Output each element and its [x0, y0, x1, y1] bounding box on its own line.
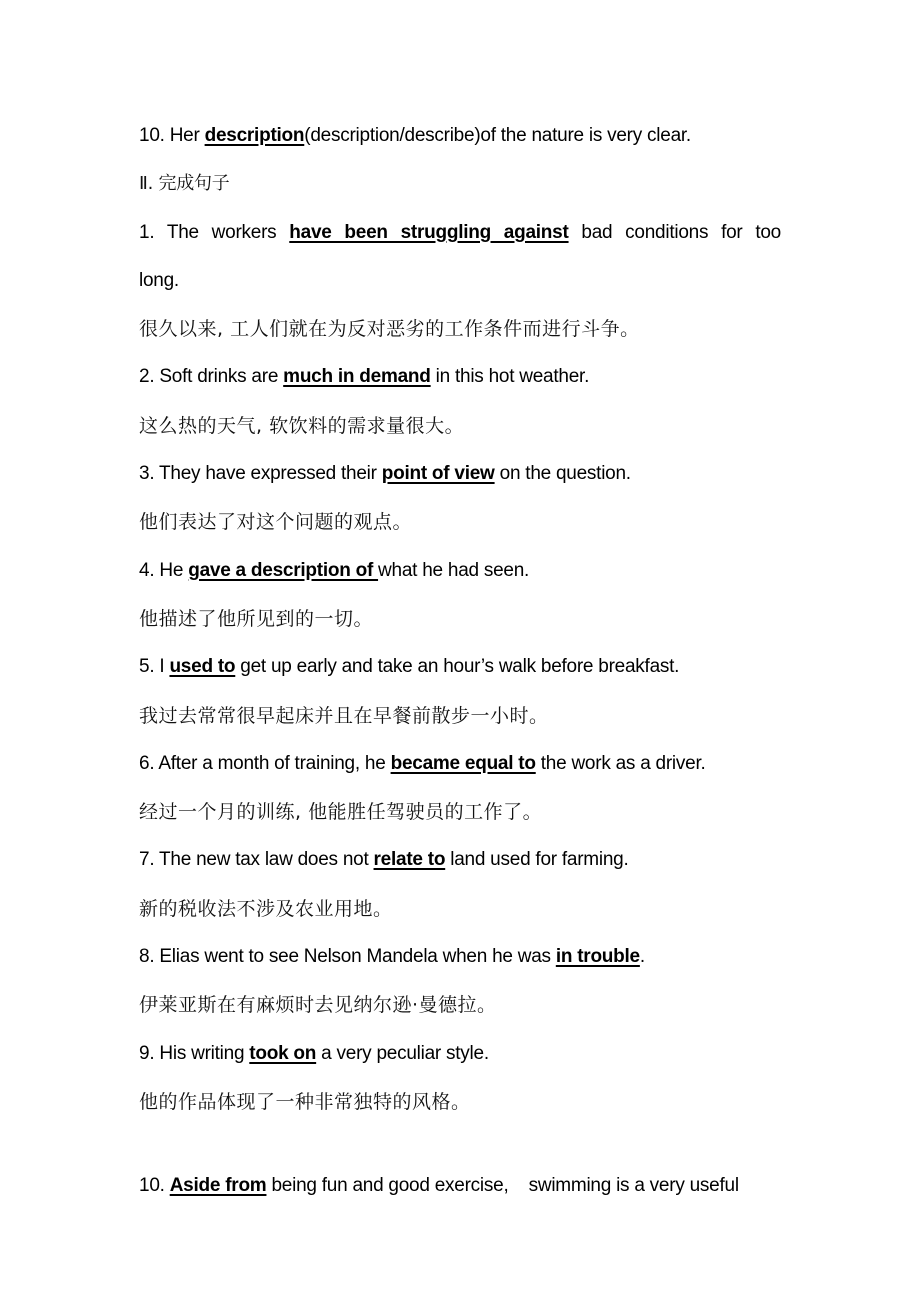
sentence-text: Her [164, 125, 205, 146]
item-number: 10. [139, 1175, 165, 1197]
item-9-sentence [139, 1036, 781, 1084]
item-number: 5. [139, 656, 155, 678]
sentence-text: what he had seen. [378, 559, 530, 581]
document-page [139, 118, 781, 1197]
item-7-sentence [139, 842, 781, 890]
sentence-text: bad conditions for too [568, 221, 781, 243]
item-3-translation: 他们表达了对这个问题的观点。 [139, 511, 413, 534]
sentence-text: They have expressed their [154, 463, 382, 485]
answer-blank: gave a description of [188, 559, 379, 581]
sentence-text: The workers [154, 221, 290, 243]
item-number: 6. [139, 752, 155, 774]
sentence-text: in this hot weather. [430, 366, 590, 388]
sentence-text: a very peculiar style. [316, 1042, 489, 1064]
item-number: 3. [139, 463, 155, 485]
answer-blank: took on [249, 1042, 317, 1064]
sentence-text: land used for farming. [445, 849, 629, 871]
item-number: 2. [139, 366, 155, 388]
item-4-sentence [139, 553, 781, 601]
answer-blank: Aside from [169, 1175, 267, 1197]
item-1-translation: 很久以来, 工人们就在为反对恶劣的工作条件而进行斗争。 [139, 318, 640, 341]
item-6-sentence [139, 746, 781, 794]
item-7-translation: 新的税收法不涉及农业用地。 [139, 897, 393, 920]
sentence-text: The new tax law does not [154, 849, 374, 871]
answer-blank: much in demand [283, 366, 431, 388]
sentence-text: the work as a driver. [535, 752, 706, 774]
item-8-sentence [139, 939, 781, 987]
item-number: 10. [139, 125, 165, 146]
sentence-text: (description/describe)of the nature is very clear. [304, 125, 691, 146]
item-5-sentence [139, 649, 781, 697]
previous-item-10 [139, 118, 781, 166]
item-9-translation: 他的作品体现了一种非常独特的风格。 [139, 1090, 471, 1113]
sentence-text: Soft drinks are [154, 366, 284, 388]
item-1-continuation: long. [139, 269, 179, 291]
answer-blank: relate to [373, 849, 446, 871]
item-number: 7. [139, 849, 155, 871]
item-number: 4. [139, 559, 155, 581]
answer-blank: have been struggling against [289, 221, 569, 243]
item-10-sentence [139, 1132, 781, 1197]
sentence-text: being fun and good exercise, swimming is a very useful [266, 1175, 739, 1197]
answer-blank: description [204, 125, 305, 146]
item-6-translation: 经过一个月的训练, 他能胜任驾驶员的工作了。 [139, 801, 543, 824]
answer-blank: became equal to [390, 752, 536, 774]
item-number: 1. [139, 221, 155, 243]
sentence-text: He [154, 559, 189, 581]
sentence-text: get up early and take an hour’s walk before breakfast. [235, 656, 680, 678]
sentence-text: I [154, 656, 170, 678]
item-2-sentence [139, 359, 781, 407]
item-3-sentence [139, 456, 781, 504]
sentence-text: Elias went to see Nelson Mandela when he was [154, 946, 556, 968]
item-8-translation: 伊莱亚斯在有麻烦时去见纳尔逊·曼德拉。 [139, 994, 497, 1017]
answer-blank: point of view [381, 463, 495, 485]
answer-blank: used to [169, 656, 236, 678]
item-5-translation: 我过去常常很早起床并且在早餐前散步一小时。 [139, 704, 549, 727]
sentence-text: . [639, 946, 645, 968]
sentence-text: After a month of training, he [154, 752, 391, 774]
item-1-sentence [139, 215, 781, 263]
answer-blank: in trouble [555, 946, 640, 968]
sentence-text: on the question. [494, 463, 631, 485]
sentence-text: His writing [154, 1042, 250, 1064]
item-2-translation: 这么热的天气, 软饮料的需求量很大。 [139, 414, 465, 437]
item-4-translation: 他描述了他所见到的一切。 [139, 607, 374, 630]
item-number: 8. [139, 946, 155, 968]
section-heading: Ⅱ. 完成句子 [139, 173, 230, 195]
item-number: 9. [139, 1042, 155, 1064]
